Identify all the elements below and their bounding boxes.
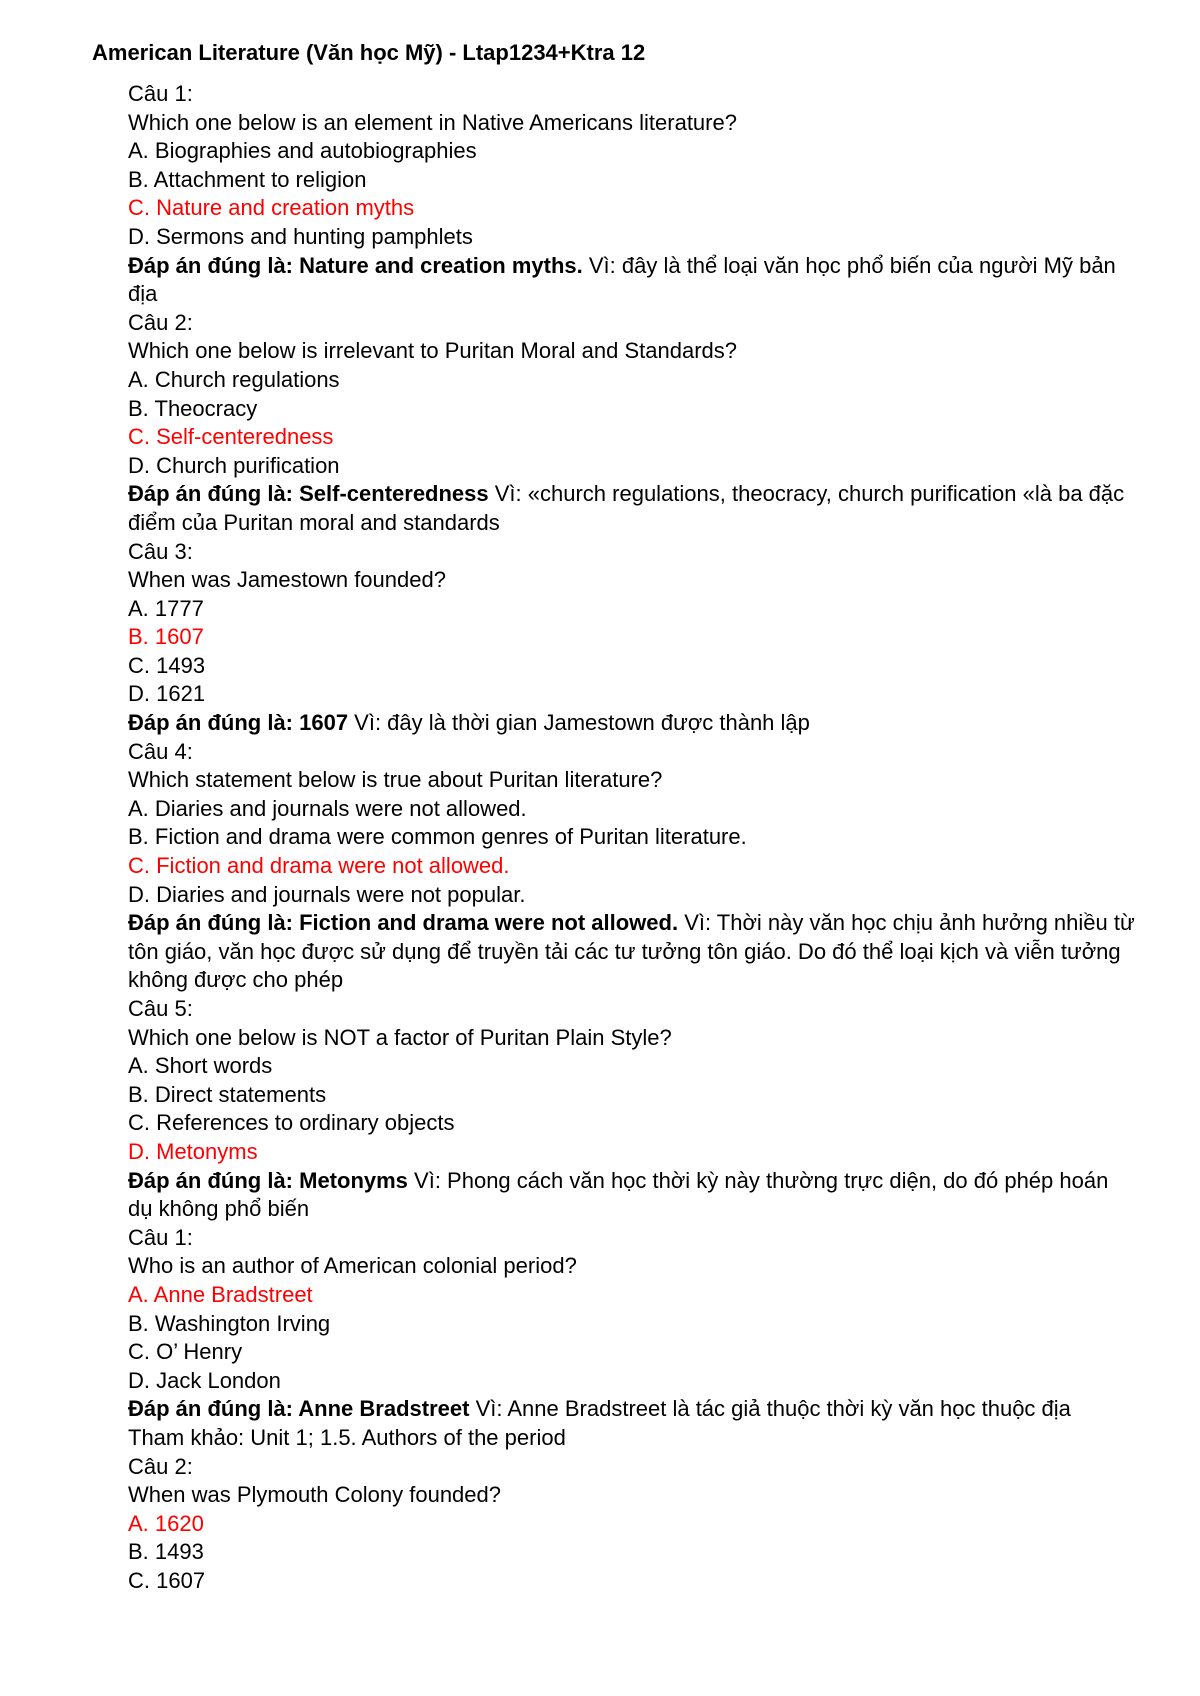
explanation-text: Vì: Thời này văn học chịu ảnh hưởng nhiều từ tôn giáo, văn học được sử dụng để truyền tải các tư tưởng tôn giáo. Do đó thể loại kịch và viễn tưởng không được cho phép — [128, 910, 1135, 993]
question-heading: Câu 2: — [128, 309, 193, 335]
answer-label: Đáp án đúng là: Anne Bradstreet — [128, 1396, 470, 1422]
question-heading: Câu 3: — [128, 538, 193, 564]
explanation-text: Vì: Anne Bradstreet là tác giả thuộc thời kỳ văn học thuộc địa — [469, 1396, 1071, 1422]
option-a: A. 1777 — [128, 595, 204, 621]
reference-note: Tham khảo: Unit 1; 1.5. Authors of the period — [128, 1424, 566, 1450]
question-heading: Câu 4: — [128, 738, 193, 764]
option-b: B. Attachment to religion — [128, 166, 367, 192]
option-d: D. Jack London — [128, 1367, 281, 1393]
question-text: Which one below is NOT a factor of Puritan Plain Style? — [128, 1024, 672, 1050]
question-text: When was Jamestown founded? — [128, 567, 446, 593]
question-text: Which one below is irrelevant to Puritan Moral and Standards? — [128, 338, 737, 364]
question-block — [128, 995, 1138, 1224]
explanation-text: Vì: đây là thời gian Jamestown được thành lập — [348, 710, 810, 736]
option-d: D. Sermons and hunting pamphlets — [128, 223, 473, 249]
option-a: A. Diaries and journals were not allowed. — [128, 795, 527, 821]
option-d: D. Church purification — [128, 452, 340, 478]
question-heading: Câu 1: — [128, 1224, 193, 1250]
answer-label: Đáp án đúng là: Fiction and drama were not allowed. — [128, 910, 679, 936]
answer-explanation — [128, 909, 1138, 995]
correct-option: D. Metonyms — [128, 1138, 258, 1164]
question-text: Who is an author of American colonial period? — [128, 1253, 577, 1279]
option-c: C. References to ordinary objects — [128, 1110, 455, 1136]
question-text: When was Plymouth Colony founded? — [128, 1482, 501, 1508]
option-c: C. O’ Henry — [128, 1339, 243, 1365]
answer-explanation — [128, 1167, 1138, 1224]
correct-option: B. 1607 — [128, 624, 204, 650]
option-b: B. Washington Irving — [128, 1310, 331, 1336]
option-b: B. Fiction and drama were common genres of Puritan literature. — [128, 824, 747, 850]
question-block — [128, 1224, 1138, 1453]
answer-explanation — [128, 709, 1138, 738]
explanation-text: Vì: «church regulations, theocracy, church purification «là ba đặc điểm của Puritan moral and standards — [128, 481, 1125, 535]
option-d: D. 1621 — [128, 681, 206, 707]
option-a: A. Short words — [128, 1053, 273, 1079]
correct-option: C. Fiction and drama were not allowed. — [128, 853, 510, 879]
correct-option: C. Self-centeredness — [128, 424, 334, 450]
answer-explanation — [128, 480, 1138, 537]
option-c: C. 1493 — [128, 652, 206, 678]
document-body — [128, 80, 1138, 1595]
option-a: A. Biographies and autobiographies — [128, 138, 477, 164]
answer-label: Đáp án đúng là: 1607 — [128, 710, 349, 736]
question-block — [128, 309, 1138, 538]
question-heading: Câu 2: — [128, 1453, 193, 1479]
question-block — [128, 538, 1138, 738]
option-a: A. Church regulations — [128, 366, 340, 392]
option-c: C. 1607 — [128, 1567, 206, 1593]
explanation-text: Vì: Phong cách văn học thời kỳ này thường trực diện, do đó phép hoán dụ không phổ biến — [128, 1167, 1109, 1222]
option-d: D. Diaries and journals were not popular. — [128, 881, 526, 907]
explanation-text: Vì: đây là thể loại văn học phổ biến của người Mỹ bản địa — [128, 252, 1116, 307]
option-b: B. Direct statements — [128, 1081, 327, 1107]
question-text: Which one below is an element in Native Americans literature? — [128, 109, 737, 135]
correct-option: A. 1620 — [128, 1510, 204, 1536]
question-heading: Câu 1: — [128, 81, 193, 106]
answer-explanation — [128, 252, 1138, 309]
question-block — [128, 80, 1138, 309]
answer-label: Đáp án đúng là: Nature and creation myths. — [128, 252, 583, 278]
question-block — [128, 738, 1138, 995]
option-b: B. 1493 — [128, 1539, 204, 1565]
document-title: American Literature (Văn học Mỹ) - Ltap1234+Ktra 12 — [92, 40, 646, 65]
answer-explanation — [128, 1395, 1138, 1424]
question-text: Which statement below is true about Puritan literature? — [128, 767, 663, 793]
option-b: B. Theocracy — [128, 395, 258, 421]
answer-label: Đáp án đúng là: Metonyms — [128, 1167, 408, 1193]
question-heading: Câu 5: — [128, 996, 193, 1021]
correct-option: C. Nature and creation myths — [128, 195, 415, 221]
correct-option: A. Anne Bradstreet — [128, 1281, 313, 1307]
question-block — [128, 1453, 1138, 1596]
answer-label: Đáp án đúng là: Self-centeredness — [128, 481, 489, 507]
